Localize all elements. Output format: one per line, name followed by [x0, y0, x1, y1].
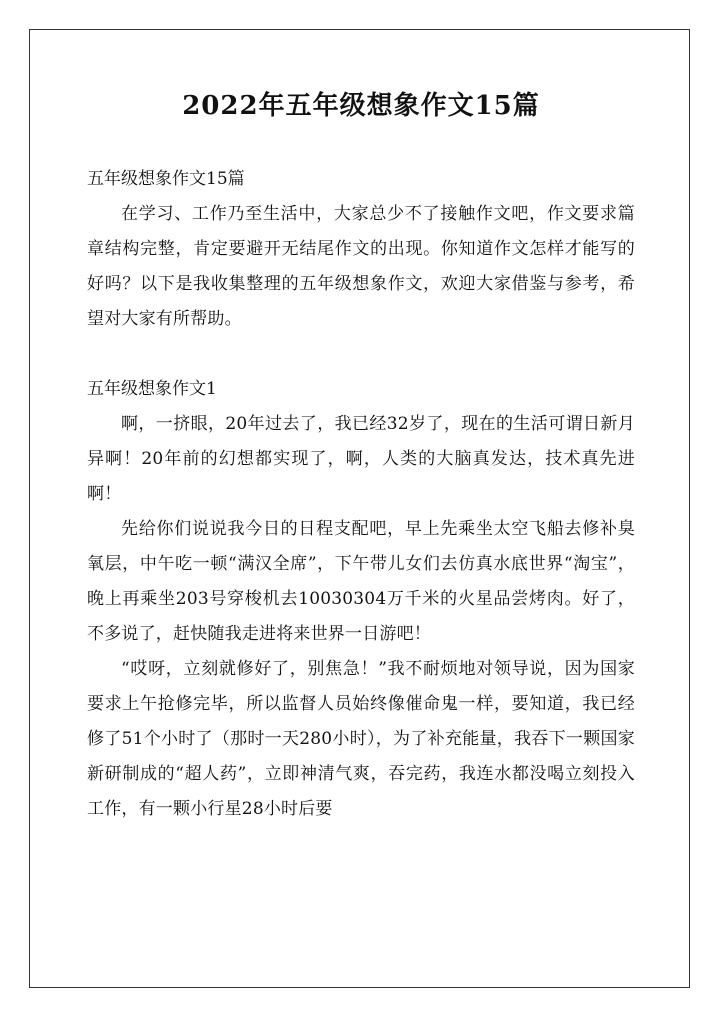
paragraph-gap: [87, 337, 635, 372]
document-body: [87, 88, 635, 827]
essay-1-paragraph-3: “哎呀，立刻就修好了，别焦急！”我不耐烦地对领导说，因为国家要求上午抢修完毕，所以监督人员始终像催命鬼一样，要知道，我已经修了51个小时了（那时一天280小时），为了补充能量，我吞下一颗国家新研制成的“超人药”，立即神清气爽，吞完药，我连水都没喝立刻投入工作，有一颗小行星28小时后要: [87, 659, 635, 819]
intro-paragraph: 在学习、工作乃至生活中，大家总少不了接触作文吧，作文要求篇章结构完整，肯定要避开无结尾作文的出现。你知道作文怎样才能写的好吗？以下是我收集整理的五年级想象作文，欢迎大家借鉴与参考，希望对大家有所帮助。: [87, 204, 635, 329]
essay-1-paragraph-1: 啊，一挤眼，20年过去了，我已经32岁了，现在的生活可谓日新月异啊！20年前的幻想都实现了，啊，人类的大脑真发达，技术真先进啊！: [87, 414, 635, 504]
essay-1-paragraph-2: 先给你们说说我今日的日程支配吧，早上先乘坐太空飞船去修补臭氧层，中午吃一顿“满汉全席”，下午带儿女们去仿真水底世界“淘宝”，晚上再乘坐203号穿梭机去10030304万千米的火星品尝烤肉。好了，不多说了，赶快随我走进将来世界一日游吧！: [87, 519, 635, 644]
intro-heading: 五年级想象作文15篇: [87, 169, 245, 189]
document-title: 2022年五年级想象作文15篇: [182, 91, 540, 121]
essay-1-heading: 五年级想象作文1: [87, 379, 217, 399]
